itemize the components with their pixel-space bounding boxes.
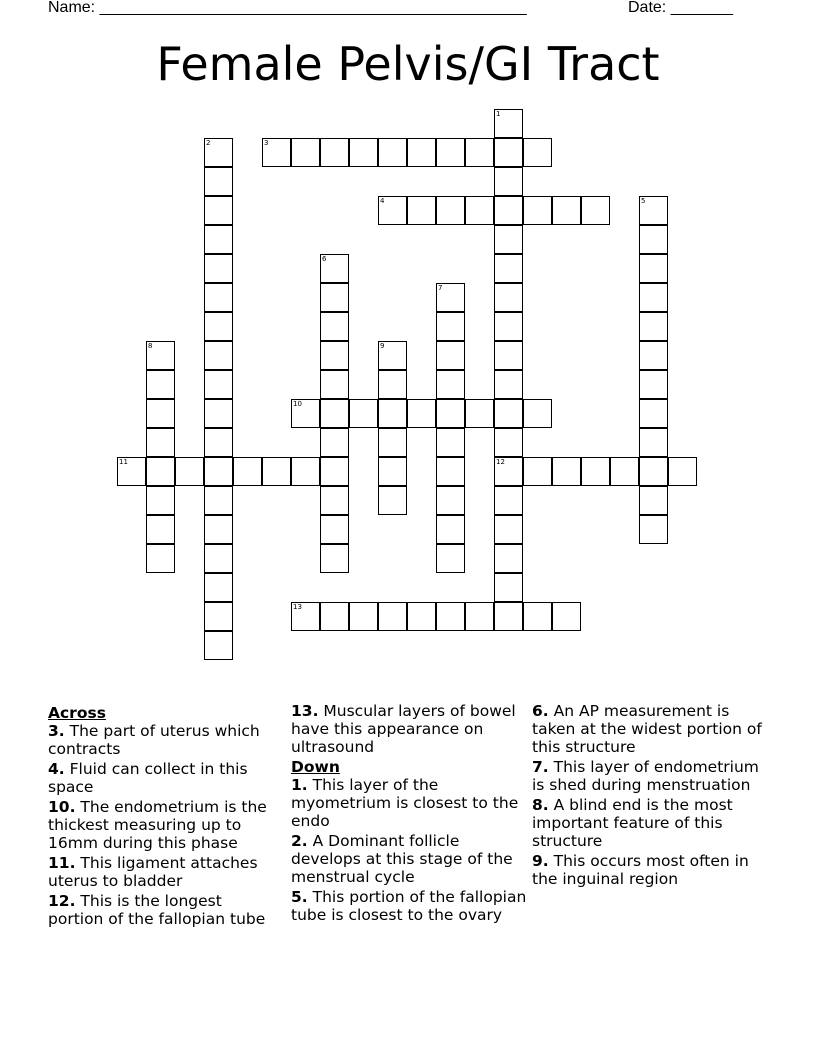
clue-text: A Dominant follicle develops at this stage of the menstrual cycle <box>291 832 513 886</box>
crossword-cell[interactable] <box>639 428 668 457</box>
clue-number: 1. <box>291 776 308 794</box>
crossword-cell[interactable] <box>407 399 436 428</box>
crossword-cell[interactable] <box>320 254 349 283</box>
crossword-cell[interactable] <box>407 138 436 167</box>
crossword-cell[interactable] <box>639 312 668 341</box>
crossword-cell[interactable] <box>320 312 349 341</box>
clue-number: 10. <box>48 798 76 816</box>
crossword-cell[interactable] <box>204 312 233 341</box>
clue-number: 2. <box>291 832 308 850</box>
crossword-cell[interactable] <box>494 428 523 457</box>
crossword-cell[interactable] <box>523 399 552 428</box>
crossword-cell[interactable] <box>378 428 407 457</box>
crossword-cell[interactable] <box>436 370 465 399</box>
crossword-cell[interactable] <box>204 602 233 631</box>
crossword-cell[interactable] <box>639 196 668 225</box>
clue-number-label: 9 <box>380 342 385 350</box>
crossword-cell[interactable] <box>668 457 697 486</box>
clue-down-2 <box>291 832 531 886</box>
clue-across-10 <box>48 798 280 852</box>
crossword-cell[interactable] <box>436 138 465 167</box>
crossword-cell[interactable] <box>204 428 233 457</box>
clue-text: This portion of the fallopian tube is closest to the ovary <box>291 888 527 924</box>
crossword-cell[interactable] <box>204 370 233 399</box>
crossword-cell[interactable] <box>610 457 639 486</box>
crossword-cell[interactable] <box>378 370 407 399</box>
clue-text: A blind end is the most important feature of this structure <box>532 796 733 850</box>
crossword-cell[interactable] <box>581 196 610 225</box>
crossword-cell[interactable] <box>320 515 349 544</box>
clue-number-label: 13 <box>293 603 302 611</box>
clue-down-5 <box>291 888 531 924</box>
crossword-cell[interactable] <box>146 457 175 486</box>
crossword-cell[interactable] <box>204 196 233 225</box>
crossword-cell[interactable] <box>494 370 523 399</box>
crossword-cell[interactable] <box>262 457 291 486</box>
crossword-cell[interactable] <box>204 167 233 196</box>
clue-text: This is the longest portion of the fallopian tube <box>48 892 266 928</box>
clue-number-label: 11 <box>119 458 128 466</box>
crossword-cell[interactable] <box>436 515 465 544</box>
clue-text: An AP measurement is taken at the widest portion of this structure <box>532 702 762 756</box>
crossword-cell[interactable] <box>349 399 378 428</box>
crossword-cell[interactable] <box>320 457 349 486</box>
crossword-cell[interactable] <box>117 457 146 486</box>
date-field[interactable]: Date: _______ <box>628 0 733 16</box>
crossword-cell[interactable] <box>494 457 523 486</box>
crossword-cell[interactable] <box>146 399 175 428</box>
crossword-cell[interactable] <box>349 138 378 167</box>
crossword-cell[interactable] <box>378 486 407 515</box>
crossword-cell[interactable] <box>552 602 581 631</box>
clue-text: This ligament attaches uterus to bladder <box>48 854 258 890</box>
crossword-cell[interactable] <box>204 515 233 544</box>
crossword-cell[interactable] <box>639 486 668 515</box>
crossword-cell[interactable] <box>320 486 349 515</box>
crossword-cell[interactable] <box>204 486 233 515</box>
crossword-cell[interactable] <box>494 196 523 225</box>
clues-column-3 <box>532 702 772 890</box>
crossword-cell[interactable] <box>204 457 233 486</box>
clue-down-1 <box>291 776 531 830</box>
crossword-cell[interactable] <box>552 457 581 486</box>
crossword-cell[interactable] <box>436 196 465 225</box>
crossword-cell[interactable] <box>494 544 523 573</box>
crossword-cell[interactable] <box>494 283 523 312</box>
clue-number-label: 2 <box>206 139 211 147</box>
crossword-cell[interactable] <box>146 544 175 573</box>
name-field[interactable]: Name: ________________________________________________ <box>48 0 527 16</box>
crossword-cell[interactable] <box>494 341 523 370</box>
crossword-cell[interactable] <box>465 138 494 167</box>
crossword-cell[interactable] <box>523 602 552 631</box>
crossword-cell[interactable] <box>494 138 523 167</box>
crossword-cell[interactable] <box>494 225 523 254</box>
clue-number: 7. <box>532 758 549 776</box>
crossword-cell[interactable] <box>436 341 465 370</box>
crossword-cell[interactable] <box>204 544 233 573</box>
crossword-cell[interactable] <box>639 399 668 428</box>
clue-text: This occurs most often in the inguinal region <box>532 852 749 888</box>
crossword-cell[interactable] <box>436 399 465 428</box>
crossword-cell[interactable] <box>320 283 349 312</box>
clue-text: This layer of endometrium is shed during menstruation <box>532 758 759 794</box>
crossword-cell[interactable] <box>523 138 552 167</box>
crossword-cell[interactable] <box>291 399 320 428</box>
crossword-cell[interactable] <box>639 254 668 283</box>
crossword-cell[interactable] <box>523 196 552 225</box>
crossword-cell[interactable] <box>494 573 523 602</box>
crossword-cell[interactable] <box>204 254 233 283</box>
clue-number: 9. <box>532 852 549 870</box>
crossword-cell[interactable] <box>494 602 523 631</box>
crossword-cell[interactable] <box>378 196 407 225</box>
crossword-cell[interactable] <box>320 399 349 428</box>
crossword-cell[interactable] <box>436 602 465 631</box>
clue-across-13 <box>291 702 531 756</box>
crossword-cell[interactable] <box>436 486 465 515</box>
clue-text: The part of uterus which contracts <box>48 722 260 758</box>
crossword-cell[interactable] <box>639 225 668 254</box>
clues-column-1 <box>48 702 280 930</box>
crossword-cell[interactable] <box>407 602 436 631</box>
crossword-cell[interactable] <box>407 196 436 225</box>
clues-column-2 <box>291 702 531 926</box>
clue-number-label: 3 <box>264 139 269 147</box>
crossword-cell[interactable] <box>320 370 349 399</box>
clue-down-9 <box>532 852 772 888</box>
crossword-cell[interactable] <box>204 399 233 428</box>
clue-number: 3. <box>48 722 65 740</box>
crossword-cell[interactable] <box>262 138 291 167</box>
crossword-cell[interactable] <box>494 312 523 341</box>
clue-text: This layer of the myometrium is closest to the endo <box>291 776 519 830</box>
crossword-cell[interactable] <box>146 515 175 544</box>
crossword-cell[interactable] <box>320 602 349 631</box>
crossword-cell[interactable] <box>378 138 407 167</box>
clue-number-label: 4 <box>380 197 385 205</box>
clue-across-11 <box>48 854 280 890</box>
clue-across-12 <box>48 892 280 928</box>
crossword-cell[interactable] <box>233 457 262 486</box>
crossword-cell[interactable] <box>204 225 233 254</box>
clue-number: 8. <box>532 796 549 814</box>
clue-down-7 <box>532 758 772 794</box>
crossword-cell[interactable] <box>436 312 465 341</box>
crossword-cell[interactable] <box>378 457 407 486</box>
crossword-cell[interactable] <box>552 196 581 225</box>
clue-number-label: 1 <box>496 110 501 118</box>
crossword-cell[interactable] <box>639 457 668 486</box>
crossword-cell[interactable] <box>146 428 175 457</box>
crossword-cell[interactable] <box>436 428 465 457</box>
crossword-cell[interactable] <box>639 341 668 370</box>
down-heading: Down <box>291 758 340 776</box>
clue-number: 5. <box>291 888 308 906</box>
clue-number: 13. <box>291 702 319 720</box>
crossword-cell[interactable] <box>436 544 465 573</box>
clue-number-label: 10 <box>293 400 302 408</box>
clue-across-4 <box>48 760 280 796</box>
crossword-cell[interactable] <box>146 341 175 370</box>
crossword-cell[interactable] <box>494 167 523 196</box>
across-heading: Across <box>48 704 106 722</box>
crossword-cell[interactable] <box>291 138 320 167</box>
crossword-cell[interactable] <box>320 428 349 457</box>
crossword-cell[interactable] <box>494 486 523 515</box>
crossword-cell[interactable] <box>204 573 233 602</box>
crossword-cell[interactable] <box>494 515 523 544</box>
crossword-cell[interactable] <box>320 544 349 573</box>
clue-number-label: 5 <box>641 197 646 205</box>
crossword-cell[interactable] <box>291 457 320 486</box>
clue-number-label: 12 <box>496 458 505 466</box>
crossword-cell[interactable] <box>204 283 233 312</box>
clue-number-label: 8 <box>148 342 153 350</box>
crossword-cell[interactable] <box>494 399 523 428</box>
crossword-cell[interactable] <box>465 399 494 428</box>
crossword-cell[interactable] <box>146 370 175 399</box>
crossword-cell[interactable] <box>465 602 494 631</box>
clue-down-8 <box>532 796 772 850</box>
clue-text: Fluid can collect in this space <box>48 760 248 796</box>
crossword-cell[interactable] <box>378 399 407 428</box>
crossword-cell[interactable] <box>639 370 668 399</box>
clue-number: 12. <box>48 892 76 910</box>
crossword-cell[interactable] <box>320 138 349 167</box>
crossword-cell[interactable] <box>494 109 523 138</box>
crossword-cell[interactable] <box>146 486 175 515</box>
clue-across-3 <box>48 722 280 758</box>
clue-down-6 <box>532 702 772 756</box>
clue-number: 4. <box>48 760 65 778</box>
crossword-cell[interactable] <box>378 341 407 370</box>
crossword-cell[interactable] <box>436 283 465 312</box>
crossword-cell[interactable] <box>436 457 465 486</box>
crossword-cell[interactable] <box>639 283 668 312</box>
page-title: Female Pelvis/GI Tract <box>156 37 660 91</box>
clue-number: 11. <box>48 854 76 872</box>
clue-text: The endometrium is the thickest measuring up to 16mm during this phase <box>48 798 267 852</box>
clue-number-label: 6 <box>322 255 327 263</box>
crossword-cell[interactable] <box>320 341 349 370</box>
crossword-cell[interactable] <box>204 631 233 660</box>
clue-text: Muscular layers of bowel have this appearance on ultrasound <box>291 702 516 756</box>
crossword-cell[interactable] <box>378 602 407 631</box>
crossword-cell[interactable] <box>175 457 204 486</box>
clue-number-label: 7 <box>438 284 443 292</box>
crossword-cell[interactable] <box>581 457 610 486</box>
crossword-cell[interactable] <box>204 138 233 167</box>
crossword-cell[interactable] <box>494 254 523 283</box>
clue-number: 6. <box>532 702 549 720</box>
crossword-cell[interactable] <box>204 341 233 370</box>
crossword-cell[interactable] <box>523 457 552 486</box>
crossword-cell[interactable] <box>349 602 378 631</box>
crossword-cell[interactable] <box>291 602 320 631</box>
crossword-cell[interactable] <box>465 196 494 225</box>
crossword-cell[interactable] <box>639 515 668 544</box>
